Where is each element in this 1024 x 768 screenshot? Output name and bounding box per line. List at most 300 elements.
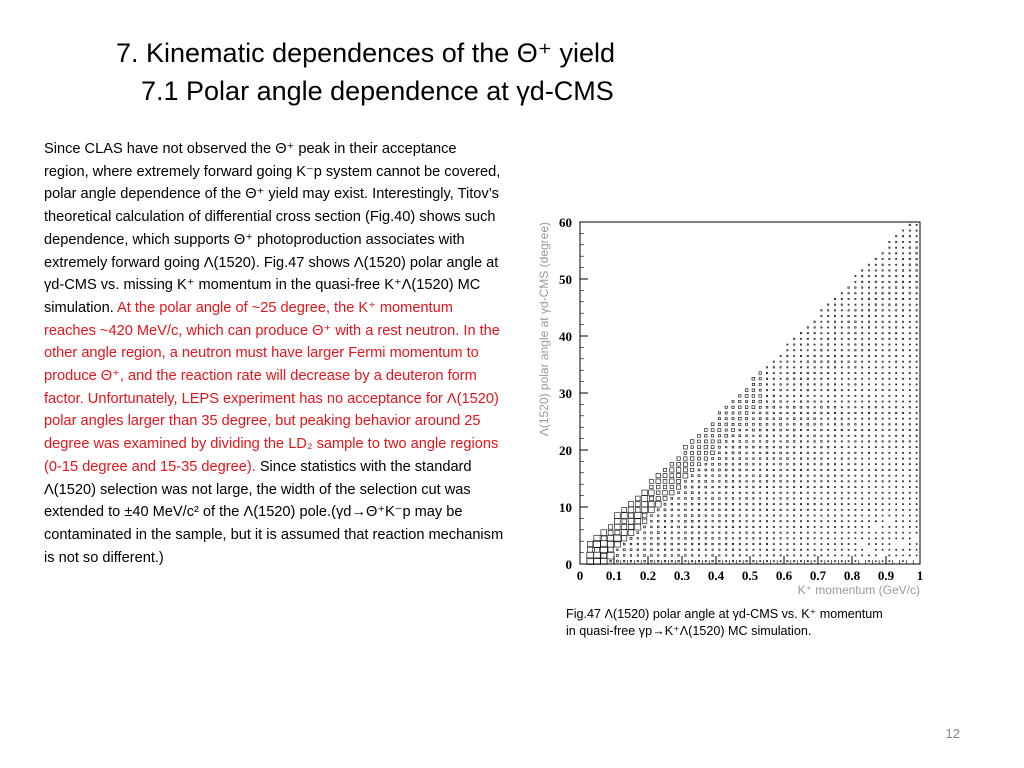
data-box	[705, 498, 706, 499]
data-box	[766, 372, 767, 373]
data-box	[848, 424, 850, 426]
data-box	[732, 481, 734, 483]
data-box	[875, 492, 876, 493]
data-box	[896, 270, 897, 271]
data-box	[855, 355, 856, 356]
data-box	[889, 332, 890, 333]
data-box	[889, 424, 890, 425]
data-box	[828, 321, 829, 322]
data-box	[821, 475, 822, 476]
data-box	[855, 452, 856, 453]
data-box	[834, 389, 835, 390]
data-box	[780, 378, 781, 379]
data-box	[916, 316, 917, 317]
data-box	[916, 236, 917, 237]
data-box	[821, 464, 822, 465]
data-box	[821, 384, 822, 385]
data-box	[868, 264, 869, 265]
data-box	[651, 520, 653, 522]
data-box	[896, 390, 897, 391]
data-box	[773, 458, 775, 460]
data-box	[712, 555, 714, 557]
data-box	[705, 521, 706, 522]
data-box	[862, 350, 863, 351]
data-box	[902, 418, 903, 419]
data-box	[848, 361, 849, 362]
data-box	[780, 481, 782, 483]
data-box	[739, 446, 741, 448]
data-box	[800, 515, 801, 516]
data-box	[780, 544, 781, 545]
data-box	[903, 390, 904, 391]
data-box	[834, 464, 835, 465]
data-box	[759, 435, 761, 437]
data-box	[691, 446, 694, 449]
data-box	[685, 537, 687, 539]
data-box	[814, 435, 816, 437]
data-box	[637, 549, 639, 551]
data-box	[916, 424, 917, 425]
data-box	[855, 412, 856, 413]
data-box	[651, 560, 653, 562]
data-box	[683, 473, 688, 478]
data-box	[889, 441, 890, 442]
data-box	[773, 446, 774, 447]
data-box	[882, 275, 883, 276]
data-box	[719, 543, 720, 544]
data-box	[664, 555, 666, 557]
data-box	[787, 361, 788, 362]
data-box	[862, 327, 863, 328]
data-box	[657, 555, 659, 557]
data-box	[882, 378, 883, 379]
data-box	[669, 479, 674, 484]
data-box	[828, 498, 829, 499]
data-box	[855, 367, 856, 368]
data-box	[896, 355, 897, 356]
data-box	[821, 452, 823, 454]
data-box	[868, 561, 869, 562]
data-box	[780, 555, 781, 556]
y-axis-label: Λ(1520) polar angle at γd-CMS (degree)	[537, 222, 551, 437]
data-box	[753, 504, 754, 505]
data-box	[841, 452, 842, 453]
data-box	[800, 384, 801, 385]
data-box	[902, 430, 903, 431]
scatter-box-plot	[530, 208, 950, 603]
data-box	[637, 538, 638, 539]
data-box	[732, 538, 733, 539]
data-box	[916, 241, 917, 242]
data-box	[644, 526, 646, 528]
x-tick-label: 0	[576, 568, 584, 583]
data-box	[800, 401, 801, 402]
data-box	[841, 344, 842, 345]
data-box	[787, 384, 788, 385]
data-box	[909, 486, 910, 487]
data-box	[916, 230, 917, 231]
data-box	[698, 463, 701, 466]
data-box	[868, 293, 869, 294]
data-box	[848, 486, 849, 487]
data-box	[752, 377, 755, 380]
data-box	[875, 355, 876, 356]
data-box	[732, 452, 734, 454]
data-box	[882, 441, 883, 442]
data-box	[909, 521, 910, 522]
data-box	[630, 555, 631, 556]
data-box	[834, 515, 835, 516]
data-box	[656, 491, 660, 495]
data-box	[628, 518, 634, 524]
data-box	[746, 549, 747, 550]
data-box	[862, 429, 863, 430]
data-box	[875, 344, 876, 345]
data-box	[773, 418, 775, 420]
data-box	[821, 515, 822, 516]
data-box	[780, 452, 782, 454]
data-box	[916, 373, 917, 374]
data-box	[828, 475, 829, 476]
data-box	[821, 367, 822, 368]
data-box	[882, 372, 883, 373]
data-box	[834, 395, 835, 396]
data-box	[916, 390, 917, 391]
data-box	[896, 447, 897, 448]
data-box	[752, 389, 755, 392]
data-box	[855, 418, 856, 419]
data-box	[800, 452, 801, 453]
data-box	[821, 344, 822, 345]
data-box	[691, 520, 693, 522]
data-box	[828, 486, 829, 487]
data-box	[773, 435, 774, 436]
data-box	[800, 441, 801, 442]
data-box	[780, 549, 781, 550]
data-box	[868, 350, 869, 351]
data-box	[862, 475, 863, 476]
data-box	[698, 549, 699, 550]
data-box	[916, 253, 918, 255]
data-box	[882, 521, 883, 522]
data-box	[875, 447, 876, 448]
data-box	[882, 492, 883, 493]
data-box	[896, 527, 897, 528]
data-box	[753, 435, 754, 436]
data-box	[841, 316, 842, 317]
data-box	[868, 372, 869, 373]
data-box	[896, 236, 897, 237]
data-box	[800, 367, 801, 368]
data-box	[760, 515, 761, 516]
data-box	[909, 321, 910, 322]
data-box	[739, 515, 740, 516]
data-box	[692, 509, 693, 510]
data-box	[753, 555, 754, 556]
data-box	[855, 435, 856, 436]
data-box	[794, 361, 795, 362]
data-box	[773, 504, 774, 505]
data-box	[821, 338, 822, 339]
data-box	[828, 555, 829, 556]
data-box	[821, 526, 822, 527]
data-box	[862, 407, 863, 408]
data-box	[889, 315, 890, 316]
data-box	[746, 492, 747, 493]
data-box	[760, 469, 761, 470]
data-box	[759, 406, 761, 408]
data-box	[807, 384, 808, 385]
data-box	[889, 247, 890, 248]
data-box	[827, 435, 828, 436]
data-box	[875, 555, 876, 556]
data-box	[759, 395, 762, 398]
data-box	[868, 344, 869, 345]
data-box	[739, 538, 741, 540]
data-box	[896, 344, 897, 345]
data-box	[841, 293, 842, 294]
x-tick-label: 0.9	[877, 568, 895, 583]
data-box	[719, 515, 721, 517]
data-box	[630, 560, 632, 562]
data-box	[882, 321, 883, 322]
data-box	[902, 532, 903, 533]
data-box	[712, 503, 714, 505]
data-box	[630, 549, 632, 551]
data-box	[828, 378, 829, 379]
data-box	[916, 333, 917, 334]
data-box	[698, 538, 700, 540]
data-box	[841, 486, 842, 487]
x-axis-label: K⁺ momentum (GeV/c)	[797, 583, 920, 597]
data-box	[766, 384, 767, 385]
data-box	[814, 424, 816, 426]
data-box	[712, 509, 714, 511]
data-box	[841, 561, 842, 562]
data-box	[705, 561, 706, 562]
data-box	[855, 504, 856, 505]
data-box	[725, 418, 727, 420]
data-box	[868, 270, 869, 271]
data-box	[875, 390, 876, 391]
data-box	[868, 355, 869, 356]
data-box	[848, 481, 849, 482]
data-box	[753, 481, 754, 482]
data-box	[759, 481, 760, 482]
data-box	[678, 492, 680, 494]
data-box	[651, 543, 653, 545]
data-box	[896, 264, 897, 265]
data-box	[862, 310, 863, 311]
data-box	[615, 518, 621, 524]
data-box	[642, 513, 647, 518]
data-box	[726, 521, 727, 522]
data-box	[787, 355, 788, 356]
data-box	[676, 485, 680, 489]
data-box	[753, 492, 754, 493]
data-box	[657, 560, 659, 562]
data-box	[909, 441, 910, 442]
data-box	[828, 401, 829, 402]
data-box	[889, 412, 890, 413]
data-box	[902, 378, 903, 379]
data-box	[855, 549, 856, 550]
data-box	[588, 541, 593, 546]
data-box	[889, 378, 890, 379]
data-box	[800, 355, 801, 356]
data-box	[828, 327, 829, 328]
data-box	[821, 390, 822, 391]
data-box	[834, 526, 835, 527]
data-box	[896, 469, 897, 470]
data-box	[909, 401, 910, 402]
data-box	[685, 549, 687, 551]
data-box	[834, 492, 835, 493]
data-box	[787, 435, 788, 436]
data-box	[869, 538, 870, 539]
data-box	[691, 503, 693, 505]
data-box	[828, 543, 829, 544]
data-box	[608, 525, 612, 529]
data-box	[684, 451, 687, 454]
data-box	[855, 544, 856, 545]
data-box	[909, 258, 910, 259]
data-box	[909, 304, 910, 305]
data-box	[909, 264, 911, 266]
data-box	[642, 490, 647, 495]
data-box	[896, 241, 897, 242]
data-box	[690, 457, 694, 461]
data-box	[875, 395, 876, 396]
data-box	[835, 538, 836, 539]
data-box	[794, 532, 795, 533]
data-box	[814, 418, 816, 420]
data-box	[807, 526, 808, 527]
data-box	[780, 504, 781, 505]
data-box	[670, 474, 674, 478]
slide-title	[116, 34, 816, 110]
data-box	[732, 555, 733, 556]
data-box	[875, 549, 876, 550]
data-box	[691, 549, 692, 550]
data-box	[704, 451, 707, 454]
data-box	[725, 458, 727, 460]
data-box	[759, 475, 761, 477]
data-box	[889, 390, 890, 391]
data-box	[759, 372, 761, 374]
data-box	[896, 315, 897, 316]
data-box	[677, 479, 681, 483]
x-tick-label: 0.4	[707, 568, 725, 583]
data-box	[848, 555, 849, 556]
data-box	[889, 395, 890, 396]
data-box	[855, 469, 856, 470]
data-box	[834, 355, 835, 356]
data-box	[773, 475, 774, 476]
data-box	[807, 549, 808, 550]
data-box	[909, 475, 910, 476]
data-box	[902, 321, 903, 322]
data-box	[869, 515, 870, 516]
data-box	[753, 543, 754, 544]
data-box	[787, 469, 788, 470]
data-box	[746, 469, 748, 471]
data-box	[752, 423, 754, 425]
data-box	[821, 406, 823, 408]
data-box	[848, 452, 849, 453]
data-box	[875, 298, 876, 299]
data-box	[902, 355, 903, 356]
data-box	[793, 372, 794, 373]
data-box	[916, 344, 917, 345]
data-box	[739, 498, 740, 499]
data-box	[875, 327, 876, 328]
data-box	[794, 338, 795, 339]
data-box	[766, 378, 767, 379]
data-box	[739, 435, 741, 437]
data-box	[773, 486, 774, 487]
data-box	[773, 469, 774, 470]
data-box	[698, 457, 701, 460]
data-box	[637, 543, 638, 544]
data-box	[882, 292, 884, 294]
data-box	[855, 401, 856, 402]
data-box	[903, 527, 904, 528]
data-box	[916, 264, 918, 266]
data-box	[705, 555, 706, 556]
data-box	[916, 276, 917, 277]
data-box	[841, 441, 842, 442]
data-box	[841, 515, 842, 516]
data-box	[685, 532, 687, 534]
data-box	[916, 418, 917, 419]
data-box	[882, 464, 883, 465]
data-box	[766, 521, 767, 522]
data-box	[828, 509, 829, 510]
data-box	[807, 418, 808, 419]
data-box	[656, 479, 661, 484]
data-box	[909, 390, 910, 391]
data-box	[882, 253, 883, 254]
data-box	[882, 452, 883, 453]
data-box	[875, 287, 876, 288]
data-box	[794, 367, 795, 368]
data-box	[719, 481, 720, 482]
data-box	[726, 549, 727, 550]
data-box	[746, 509, 747, 510]
data-box	[841, 390, 842, 391]
data-box	[848, 509, 849, 510]
data-box	[793, 452, 795, 454]
data-box	[868, 435, 869, 436]
data-box	[691, 451, 694, 454]
data-box	[671, 549, 672, 550]
data-box	[780, 498, 781, 499]
data-box	[896, 441, 897, 442]
data-box	[909, 310, 910, 311]
data-box	[773, 384, 774, 385]
data-box	[739, 481, 741, 483]
data-box	[909, 384, 910, 385]
data-box	[909, 526, 910, 527]
data-box	[848, 401, 849, 402]
data-box	[807, 338, 808, 339]
data-box	[909, 287, 910, 288]
data-box	[834, 452, 835, 453]
data-box	[821, 315, 822, 316]
data-box	[807, 435, 808, 436]
data-box	[848, 469, 849, 470]
